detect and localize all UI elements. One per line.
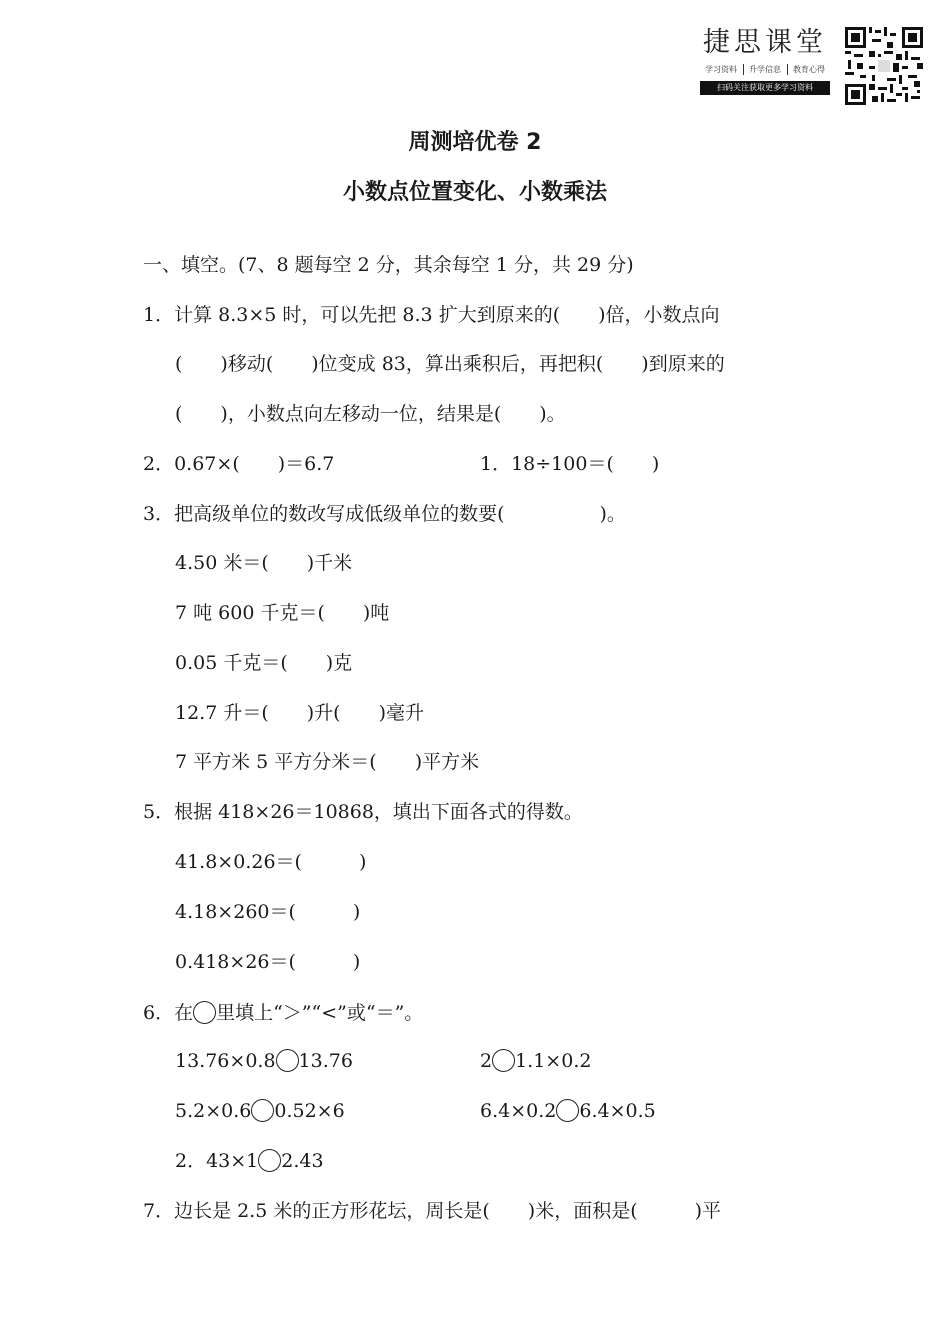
question-3-item: 7 吨 600 千克＝( )吨: [175, 602, 390, 624]
question-6-item: [175, 1148, 324, 1174]
compare-right: 2.43: [281, 1150, 324, 1172]
brand-tag-3: 教育心得: [793, 65, 825, 74]
question-3-item: 0.05 千克＝( )克: [175, 652, 353, 674]
question-2-right: 1．18÷100＝( ): [480, 453, 660, 475]
tag-divider: [743, 64, 744, 75]
question-5-item: 4.18×260＝( ): [175, 901, 361, 923]
question-6-item: [175, 1048, 353, 1074]
question-5-stem: 5．根据 418×26＝10868，填出下面各式的得数。: [143, 801, 583, 823]
qr-code-icon: [845, 27, 923, 105]
page-title: 周测培优卷 2: [408, 130, 542, 155]
brand-tag-1: 学习资料: [705, 65, 737, 74]
page-subtitle: 小数点位置变化、小数乘法: [342, 180, 607, 205]
compare-answer-circle[interactable]: [251, 1099, 274, 1122]
question-1-line-2: ( )移动( )位变成 83，算出乘积后，再把积( )到原来的: [175, 353, 725, 375]
question-6-item: [175, 1098, 345, 1124]
brand-banner: 扫码关注获取更多学习资料: [700, 81, 830, 95]
compare-answer-circle[interactable]: [258, 1149, 281, 1172]
compare-answer-circle[interactable]: [492, 1049, 515, 1072]
question-3-item: 7 平方米 5 平方分米＝( )平方米: [175, 751, 480, 773]
question-6-item: [480, 1098, 656, 1124]
question-5-item: 0.418×26＝( ): [175, 951, 361, 973]
brand-title: 捷思课堂: [703, 27, 827, 58]
compare-left: 5.2×0.6: [175, 1100, 252, 1122]
brand-logo: [700, 26, 830, 95]
question-2-left: 2．0.67×( )＝6.7: [143, 453, 335, 475]
compare-left: 2: [480, 1050, 493, 1072]
tag-divider: [787, 64, 788, 75]
compare-left: 6.4×0.2: [480, 1100, 557, 1122]
brand-tags: [700, 64, 830, 75]
compare-left: 13.76×0.8: [175, 1050, 276, 1072]
question-6-stem-pre: 6．在: [143, 1002, 194, 1024]
question-1-line-1: 1．计算 8.3×5 时，可以先把 8.3 扩大到原来的( )倍，小数点向: [143, 304, 720, 326]
question-3-item: 12.7 升＝( )升( )毫升: [175, 702, 424, 724]
compare-answer-circle[interactable]: [276, 1049, 299, 1072]
question-3-stem: 3．把高级单位的数改写成低级单位的数要( )。: [143, 503, 626, 525]
compare-right: 1.1×0.2: [515, 1050, 592, 1072]
section-heading: 一、填空。(7、8 题每空 2 分，其余每空 1 分，共 29 分): [143, 254, 634, 276]
compare-circle-icon: [193, 1001, 216, 1024]
question-5-item: 41.8×0.26＝( ): [175, 851, 367, 873]
question-7-line-1: 7．边长是 2.5 米的正方形花坛，周长是( )米，面积是( )平: [143, 1200, 722, 1222]
question-6-item: [480, 1048, 591, 1074]
compare-right: 6.4×0.5: [579, 1100, 656, 1122]
compare-left: 2．43×1: [175, 1150, 259, 1172]
compare-answer-circle[interactable]: [556, 1099, 579, 1122]
question-3-item: 4.50 米＝( )千米: [175, 552, 353, 574]
compare-right: 13.76: [298, 1050, 353, 1072]
question-1-line-3: ( )，小数点向左移动一位，结果是( )。: [175, 403, 566, 425]
question-6-stem-post: 里填上“＞”“<”或“＝”。: [216, 1002, 424, 1024]
compare-right: 0.52×6: [274, 1100, 345, 1122]
question-6-stem: [143, 1000, 423, 1026]
brand-tag-2: 升学信息: [749, 65, 781, 74]
